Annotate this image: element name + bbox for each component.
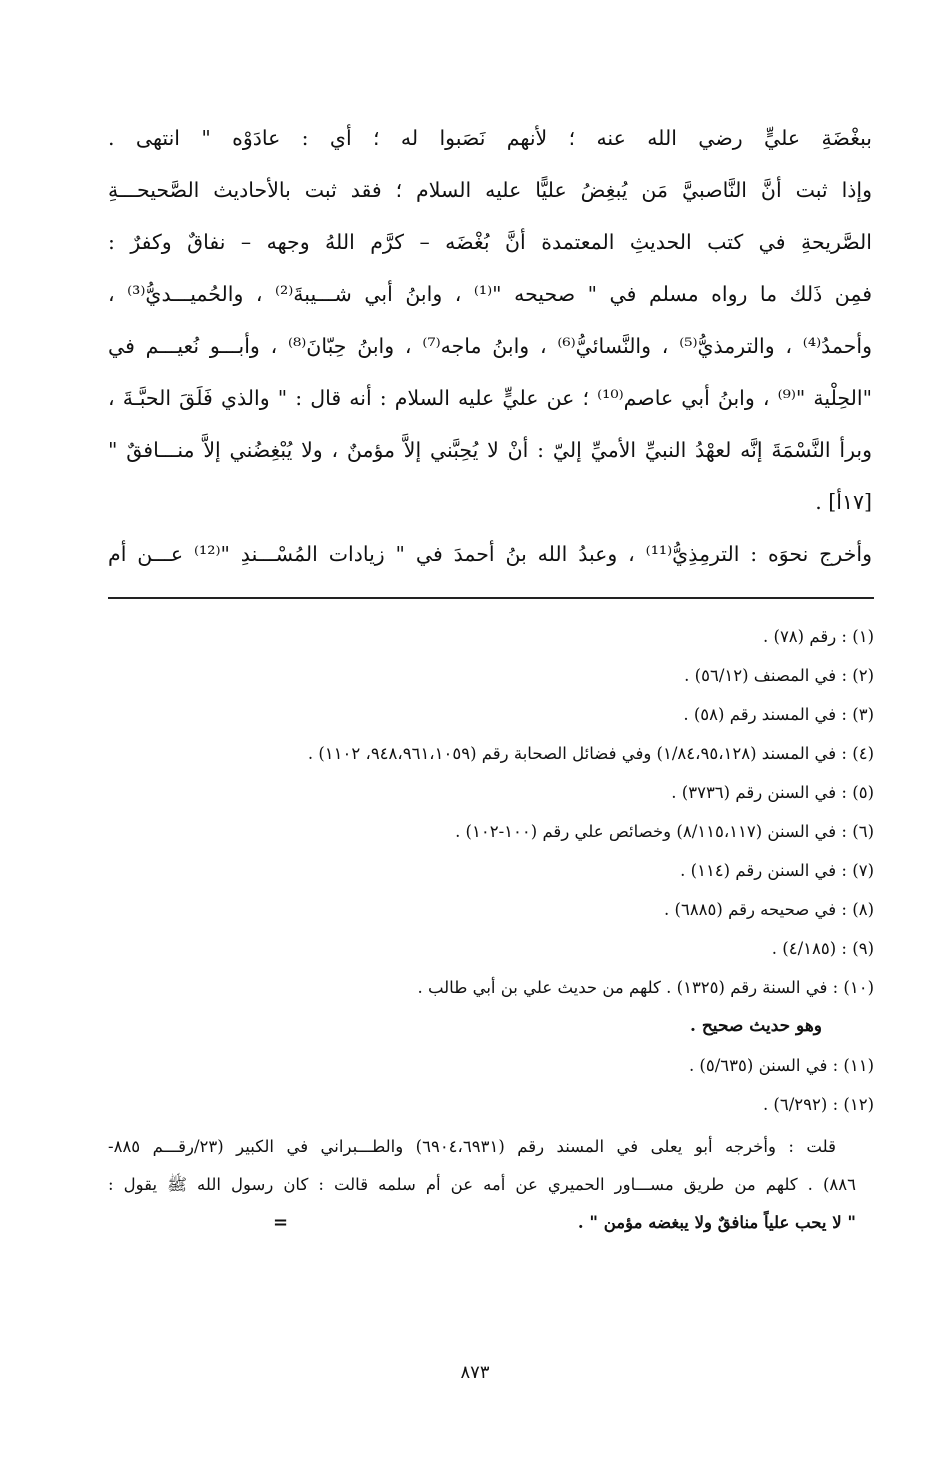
- footnote: (١٠) : في السنة رقم (١٣٢٥) . كلهم من حديث علي بن أبي طالب .: [417, 978, 874, 997]
- text-line: فمِن ذَلك ما رواه مسلم في " صحيحه "⁽¹⁾ ، وابنُ أبي شـــيبةَ⁽²⁾ ، والحُميـــديُّ⁽³⁾ ،: [108, 282, 872, 306]
- comment-line: ٨٨٦) . كلهم من طريق مســـاور الحميري عن أمه عن أم سلمه قالت : كان رسول الله ﷺ يقول :: [108, 1175, 856, 1194]
- text-line: الصَّريحةِ في كتب الحديثِ المعتمدة أنَّ بُغْضَه – كرَّم اللهُ وجهه – نفاقٌ وكفرٌ :: [108, 230, 872, 254]
- footnotes: [108, 617, 874, 1242]
- hadith-grade: وهو حديث صحيح .: [690, 1016, 822, 1036]
- footnote: (٨) : في صحيحه رقم (٦٨٨٥) .: [664, 900, 874, 919]
- text-line: وأحمدُ⁽⁴⁾ ، والترمذيُّ⁽⁵⁾ ، والنَّسائيُّ⁽⁶⁾ ، وابنُ ماجه⁽⁷⁾ ، وابنُ حِبّانَ⁽⁸⁾ ، وأبـــو نُعيـــم في: [108, 334, 872, 358]
- footnote: (١) : رقم (٧٨) .: [763, 627, 874, 646]
- editor-comment: [108, 1128, 874, 1242]
- text-line: "الحِلْية "⁽⁹⁾ ، وابنُ أبي عاصم⁽¹⁰⁾ ؛ عن عليٍّ عليه السلام : أنه قال : " والذي فَلَقَ الحبَّـةَ ،: [108, 386, 872, 410]
- text-line: وأخرج نحوَه : الترمِذِيُّ⁽¹¹⁾ ، وعبدُ الله بنُ أحمدَ في " زيادات المُسْـــندِ "⁽¹²⁾ عـــن أم: [108, 542, 872, 566]
- footnote: (٣) : في المسند رقم (٥٨) .: [683, 705, 874, 724]
- footnote: (٤) : في المسند (١/٨٤،٩٥،١٢٨) وفي فضائل الصحابة رقم (٩٤٨،٩٦١،١٠٥٩، ١١٠٢) .: [307, 744, 874, 763]
- footnote: (٦) : في السنن (٨/١١٥،١١٧) وخصائص علي رقم (١٠٠-١٠٢) .: [455, 822, 874, 841]
- page-number: ٨٧٣: [460, 1362, 490, 1383]
- footnote: (٥) : في السنن رقم (٣٧٣٦) .: [671, 783, 874, 802]
- footnote: (١٢) : (٦/٢٩٢) .: [762, 1095, 874, 1114]
- quoted-hadith: " لا يحب علياً منافقٌ ولا يبغضه مؤمن " .: [577, 1213, 856, 1232]
- text-line: ببغْضَةِ عليٍّ رضي الله عنه ؛ لأنهم نَصَبوا له ؛ أي : عادَوْه " انتهى .: [108, 126, 872, 150]
- footnote: (٢) : في المصنف (٥٦/١٢) .: [684, 666, 874, 685]
- comment-line: قلت : وأخرجه أبو يعلى في المسند رقم (٦٩٠٤،٦٩٣١) والطـــبراني في الكبير (٢٣/رقـــم ٨٨٥-: [108, 1137, 836, 1156]
- text-line: [١٧أ] .: [815, 490, 872, 514]
- footnote: (٩) : (٤/١٨٥) .: [771, 939, 874, 958]
- text-line: وبرأ النَّسْمَةَ إنَّه لعهْدُ النبيِّ الأميِّ إليّ : أنْ لا يُحِبَّني إلاَّ مؤمنٌ ، ولا يُبْغِضُني إلاَّ منـــافقٌ ": [108, 438, 872, 462]
- comment-line-quote: [108, 1204, 874, 1242]
- footnote-separator: [108, 597, 874, 599]
- main-text: [108, 112, 872, 580]
- footnote: (١١) : في السنن (٥/٦٣٥) .: [688, 1056, 874, 1075]
- continuation-mark: =: [273, 1212, 289, 1233]
- footnote: (٧) : في السنن رقم (١١٤) .: [680, 861, 874, 880]
- text-line: وإذا ثبت أنَّ النَّاصبيَّ مَن يُبغِضُ عليًّا عليه السلام ؛ فقد ثبت بالأحاديث الصَّحيحـــةِ: [108, 178, 872, 202]
